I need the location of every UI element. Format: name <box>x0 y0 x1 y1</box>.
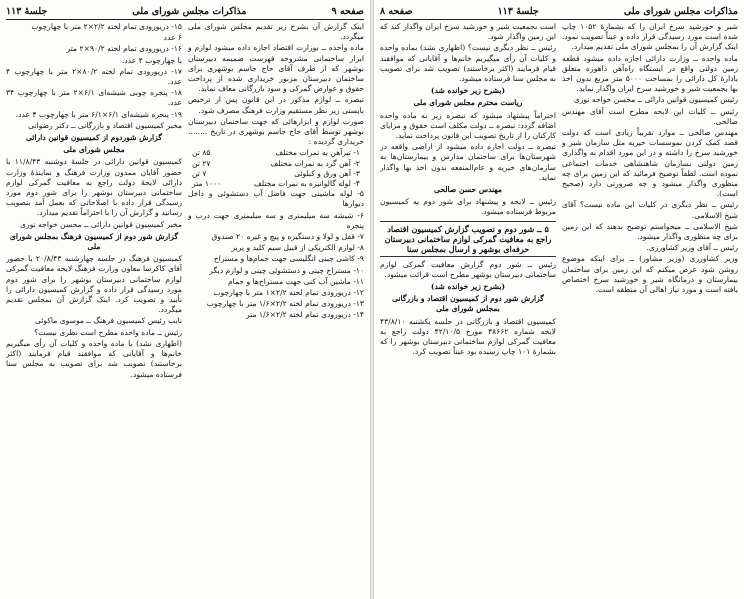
list-item: ۶- شیشه سه میلیمتری و سه میلیمتری جهت درب و پنجره <box>188 210 364 230</box>
left-page-right-column <box>188 22 364 595</box>
list-row <box>188 169 364 179</box>
text-paragraph: (اظهاری نشد) با ماده واحده و کلیات آن رأی میگیریم خانم‌ها و آقایانی که موافقند قیام فرمایند (اکثر برخاستند) تصویب شد برای تصویب به مجلس سنا فرستاده میشود. <box>6 338 182 379</box>
read-aloud-note: (بشرح زیر خوانده شد) <box>430 86 506 96</box>
signature-line: مخبر کمیسیون قوانین دارائی ــ محسن خواجه نوری <box>20 219 182 229</box>
text-paragraph: رئیس ــ آقای وزیر کشاورزی. <box>646 243 738 253</box>
list-row <box>188 179 364 189</box>
text-paragraph: شیر و خورشید سرخ ایران را که بشمارهٔ ۱۰۵۲ چاپ شده است مورد رسیدگی قرار داده و عیناً تصویب نمود. اینک گزارش آن را بمجلس شورای ملی تقدیم میدارد. <box>562 22 738 52</box>
right-page-number: صفحه ۸ <box>380 5 413 17</box>
list-item: ۲- آهن گرد به نمرات مختلف <box>270 158 360 168</box>
list-item: ۹- کاشی چینی انگلیسی جهت حمام‌ها و مستراح <box>213 254 364 264</box>
right-page <box>374 0 744 599</box>
text-paragraph: رئیس ــ ماده واحده مطرح است نظری نیست؟ <box>34 327 182 337</box>
list-item: ۶ عدد <box>163 33 182 43</box>
left-page-number: صفحه ۹ <box>331 5 364 17</box>
list-item: ۱۱- ماشین آب کنی جهت مستراح‌ها و حمام <box>227 276 364 286</box>
section-heading: ریاست محترم مجلس شورای ملی <box>413 98 523 108</box>
list-item: ۱۵- دریورودی تمام لخته ۲/۲×۲ متر با چهارچوب <box>31 22 182 31</box>
list-item: ۷- قفل و لولا و دستگیره و پیچ و غیره ۲۰ صندوق <box>211 232 364 242</box>
text-paragraph: رئیس ــ لایحه و پیشنهاد برای شور دوم به کمیسیون مربوط فرستاده میشود. <box>380 197 556 217</box>
right-page-title: مذاکرات مجلس شورای ملی <box>623 5 738 17</box>
section-heading: گزارش شوردوم از کمیسیون قوانین دارائی <box>26 133 162 143</box>
text-paragraph: کمیسیون اقتصاد و بازرگانی در جلسه یکشنبه ۴۳/۸/۱۰ لایحه شماره ۳۸۶۶۲ مورخ ۴۲/۱۰/۵ دولت راجع به معافیت گمرکی لوازم ساختمانی دبیرستان بوشهر را که بشمارهٔ ۱۰۱ چاپ رسیده بود عیناً تصویب کرد. <box>380 316 556 357</box>
qty: ۱۰۰۰ متر <box>192 179 222 189</box>
right-page-right-column <box>562 22 738 595</box>
right-page-session: جلسهٔ ۱۱۳ <box>497 5 539 17</box>
signature-line: رئیس کمیسیون قوانین دارائی ــ محسن خواجه نوری <box>573 95 738 105</box>
left-page-left-column <box>6 22 182 595</box>
text-paragraph: است بجمعیت شیر و خورشید سرخ ایران واگذار کند که این زمین واگذار شود. <box>380 22 556 42</box>
list-item: ۱۷- دریورودی تمام لخته ۸۰/۲×۲ متر با چهارچوب ۴ عدد. <box>6 66 182 87</box>
read-aloud-note: (بشرح زیر خوانده شد) <box>430 282 506 292</box>
list-item: ۱۳- دریورودی تمام لخته ۲/۲×۱/۶ متر با چهارچوب <box>206 299 364 309</box>
text-paragraph: صورت لوازم و ابزارهائی که جهت ساختمان دبیرستان بوشهر توسط آقای حاج جاسم بوشهری در تاریخ ........ خریداری گردیده : <box>188 116 364 147</box>
section-heading: گزارش شور دوم از کمیسیون فرهنگ بمجلس شورای ملی <box>9 231 179 252</box>
list-item: ۱۴- دریورودی تمام لخته ۲/۲×۱/۶ متر <box>245 310 364 320</box>
list-item: ۵- لوله ماشینی جهت فاضل آب دستشوئی و داخل دیوارها <box>188 189 364 209</box>
text-paragraph: تبصره ــ دولت اجازه داده میشود از اراضی واقعه در شهرستان‌ها برای ساختمان مدارس و بیمارستان‌ها به سازمان‌های خیریه و عام‌المنفعه بدون اخذ بها واگذار نماید. <box>380 142 556 182</box>
list-item: ۳- آهن ورق و کبلوئی <box>294 168 360 178</box>
right-page-header <box>380 3 738 20</box>
section-heading: مجلس شورای ملی <box>63 145 125 155</box>
text-paragraph: احتراماً پیشنهاد میشود که تبصره زیر به ماده واحده اضافه گردد: تبصره ــ دولت مکلف است حقوق و مزایای کارکنان را از تاریخ تصویب این قانون پرداخت نماید. <box>380 110 556 141</box>
qty: ۸۵ تن <box>192 148 211 158</box>
left-page-header <box>6 3 364 20</box>
text-paragraph: رئیس ــ کلیات این لایحه مطرح است آقای مهندس صالحی. <box>562 106 738 126</box>
right-page-columns <box>380 22 738 595</box>
text-paragraph: کمیسیون فرهنگ در جلسه چهارشنبه ۲۰/۸/۴۳ با حضور آقای کاکرسا معاون وزارت فرهنگ لایحه معافیت گمرکی لوازم ساختمانی دبیرستان بوشهر را برای شور دوم مورد رسیدگی قرار داده و گزارش کمیسیون دارائی را تأیید و تصویب کرد. اینک گزارش آن بمجلس تقدیم میگردد. <box>6 254 182 315</box>
text-paragraph: وزیر کشاورزی (وزیر مشاور) ــ برای اینکه موضوع روشن شود عرض میکنم که این زمین برای ساختمان بیمارستان و درمانگاه شیر و خورشید سرخ اختصاص یافته است و مورد نیاز اهالی آن منطقه است. <box>562 254 738 295</box>
list-row <box>188 148 364 158</box>
section-heading: گزارش شور دوم از کمیسیون اقتصاد و بازرگانی بمجلس شورای ملی <box>392 294 544 314</box>
text-paragraph: رئیس ــ نظر دیگری در کلیات این ماده نیست؟ آقای شیخ الاسلامی. <box>562 200 738 220</box>
text-paragraph: مهندس صالحی ــ موارد تقریباً زیادی است که دولت قصد کمک کردن بموسسات خیریه مثل سازمان شیر و خورشید سرخ را داشته و در این مورد اقدام به واگذاری زمین دولتی بسازمان شاهنشاهی خدمات اجتماعی نموده است. لطفاً توضیح فرمائید که این زمین برای چه منظوری واگذار میشود و چه ضرورتی دارد (صحیح است). <box>562 128 738 199</box>
list-item: ۱۲- دریورودی تمام لخته ۲/۲×۱ متر با چهارچوب <box>213 288 364 298</box>
signature-line: نایب رئیس کمیسیون فرهنگ ــ موسوی ماکوئی <box>34 316 182 326</box>
list-item: ۱۰- مستراح چینی و دستشوئی چینی و لوازم دیگر <box>209 265 364 275</box>
signature-line: مخبر کمیسیون اقتصاد و بازرگانی ــ دکتر رضوانی <box>28 120 182 130</box>
agenda-item-heading: ۵ ــ شور دوم و تصویب گزارش کمیسیون اقتصاد راجع به معافیت گمرکی لوازم ساختمانی دبیرستان حرفه‌ای بوشهر و ارسال بمجلس سنا <box>380 221 556 257</box>
list-item: ۱۸- پنجره چوبی شیشه‌ای ۶/۱×۲ متر با چهارچوب ۳۴ عدد. <box>6 88 182 108</box>
signature-line: مهندس حسن صالحی <box>434 185 502 195</box>
list-item: ۱۹- پنجره شیشه‌ای ۶/۱×۶/۱ متر با چهارچوب ۴ عدد. <box>15 109 182 119</box>
right-page-left-column <box>380 22 556 595</box>
left-page <box>0 0 370 599</box>
list-row <box>188 159 364 169</box>
text-paragraph: رئیس ــ نظر دیگری نیست؟ (اظهاری نشد) بماده واحده و کلیات آن رأی میگیریم خانم‌ها و آقایانی که موافقند قیام فرمایند (اکثر برخاستند) تصویب شد برای تصویب به مجلس سنا فرستاده میشود. <box>380 43 556 84</box>
list-item: ۱۶- دریورودی تمام لخته ۹۰/۲×۲ متر <box>66 44 182 54</box>
left-page-columns <box>6 22 364 595</box>
list-item: با چهارچوب ۴ عدد. <box>121 55 182 65</box>
qty: ۲۷ تن <box>192 158 211 168</box>
list-item: ۱- تیرآهن به نمرات مختلف <box>275 148 360 158</box>
text-paragraph: کمیسیون قوانین دارائی در جلسهٔ دوشنبه ۱۱/۸/۴۳ با حضور آقایان ممدون وزارت فرهنگ و نمایندهٔ وزارت دارائی لایحهٔ دولت راجع به معافیت گمرکی لوازم ساختمانی دبیرستان بوشهر را برای شور دوم مورد رسیدگی قرار داده با اصلاحاتی که بعمل آمد بتصویب رسانید و گزارش آن را با احتراماً تقدیم میدارد. <box>6 157 182 218</box>
left-page-title: مذاکرات مجلس شورای ملی <box>132 5 247 17</box>
text-paragraph: تبصره ــ لوازم مذکور در این قانون پس از ترخیص بایستی زیر نظر مستقیم وزارت فرهنگ مصرف شود. <box>188 95 364 115</box>
list-item: ۸- لوازم الکتریکی از قبیل سیم کلید و پریز <box>231 243 364 253</box>
list-item: ۴- لوله گالوانیزه به نمرات مختلف <box>254 179 360 189</box>
text-paragraph: ماده واحده ــ بوزارت اقتصاد اجازه داده میشود لوازم و ابزار ساختمانی مشروحه فهرست ضمیمه دبیرستان بوشهر که از طرف آقای حاج جاسم بوشهری برای ساختمان دبیرستان مزبور خریداری شده از پرداخت حقوق و عوارض گمرکی و سود بازرگانی معاف نماید. <box>188 43 364 94</box>
text-paragraph: ماده واحده ــ وزارت دارائی اجازه داده میشود قطعه زمین دولتی واقع در ایستگاه راه‌آهن ذاهوزه متعلق بادارهٔ کل دارائی را بمساحت ۵۰۰۰ متر مربع بدون اخذ بها بجمعیت شیر و خورشید سرخ ایران واگذار نماید. <box>562 53 738 94</box>
text-paragraph: اینک گزارش آن بشرح زیر تقدیم مجلس شورای ملی میگردد. <box>188 22 364 42</box>
text-paragraph: رئیس ــ شور دوم گزارش معافیت گمرکی لوازم ساختمانی دبیرستان بوشهر مطرح است قرائت میشود. <box>380 259 556 279</box>
left-page-session: جلسهٔ ۱۱۳ <box>6 5 48 17</box>
text-paragraph: شیخ الاسلامی ــ میخواستم توضیح بدهند که این زمین برای چه منظوری واگذار میشود. <box>562 221 738 242</box>
qty: ۷ تن <box>192 168 207 178</box>
